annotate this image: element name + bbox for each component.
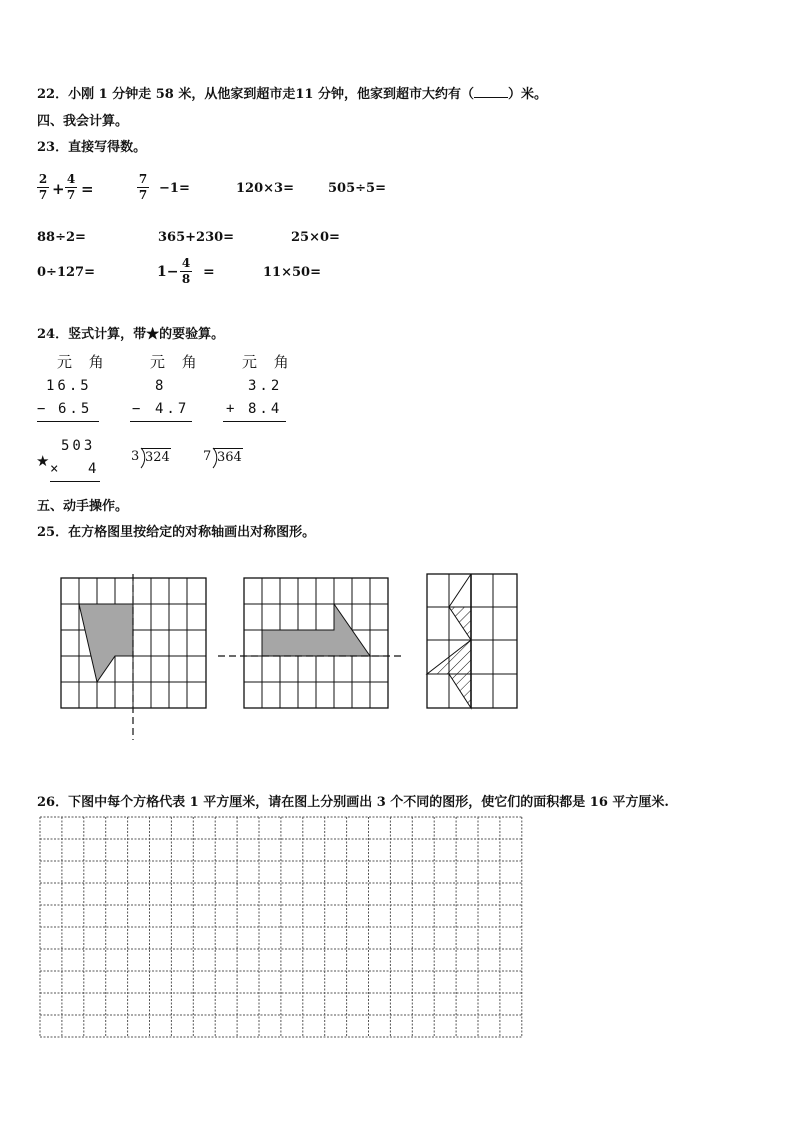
section-4-heading: 四、我会计算。: [37, 114, 129, 129]
star-icon: ★: [36, 452, 50, 470]
fraction-4-7: 4 7: [66, 172, 76, 202]
answer-blank[interactable]: [474, 85, 508, 98]
division-dividend: 324: [145, 450, 170, 465]
shaded-shape: [79, 604, 133, 682]
hatched-shape-upper: [449, 574, 471, 640]
plus-sign: +: [52, 180, 65, 198]
vertical-b-op: −: [132, 401, 144, 417]
one-minus: 1−: [157, 264, 179, 280]
expr-505div5: 505÷5=: [328, 181, 386, 196]
section-5-heading: 五、动手操作。: [37, 499, 129, 514]
vertical-a-top: 16.5: [46, 378, 92, 394]
unit-label-yuan-jiao: 元 角: [57, 353, 110, 371]
expr-365plus230: 365+230=: [158, 230, 235, 245]
expr-0div127: 0÷127=: [37, 265, 95, 280]
vertical-b-top: 8: [155, 378, 167, 394]
equals-sign: =: [203, 264, 215, 280]
symmetry-grid-2: [216, 574, 406, 714]
calc-line: [130, 421, 192, 422]
question-24-title: 24．竖式计算，带★的要验算。: [37, 327, 225, 342]
fraction-4-8: 4 8: [181, 256, 191, 286]
division-overline: [213, 448, 243, 449]
q22-text-after: ）米。: [507, 87, 547, 102]
division-divisor: 7: [203, 449, 212, 464]
fraction-2-7: 2 7: [38, 172, 48, 202]
vertical-c-top: 3.2: [248, 378, 283, 394]
question-26-title: 26．下图中每个方格代表 1 平方厘米，请在图上分别画出 3 个不同的图形，使它们的面积都是 16 平方厘米.: [37, 795, 669, 810]
symmetry-grid-3: [422, 570, 522, 710]
unit-label-yuan-jiao: 元 角: [150, 353, 203, 371]
symmetry-grid-1: [58, 574, 208, 744]
division-overline: [141, 448, 171, 449]
minus-one-expr: −1=: [159, 181, 190, 196]
expr-25x0: 25×0=: [291, 230, 340, 245]
calc-line: [223, 421, 286, 422]
vertical-d-op: ×: [50, 461, 62, 477]
fraction-7-7: 7 7: [138, 172, 148, 202]
vertical-b-bottom: 4.7: [155, 401, 190, 417]
question-22: [37, 83, 547, 102]
question-25-title: 25．在方格图里按给定的对称轴画出对称图形。: [37, 525, 316, 540]
question-23-title: 23．直接写得数。: [37, 140, 147, 155]
unit-label-yuan-jiao: 元 角: [242, 353, 295, 371]
vertical-c-bottom: 8.4: [248, 401, 283, 417]
calc-line: [50, 481, 100, 482]
equals-sign: =: [81, 180, 94, 198]
calc-line: [37, 421, 99, 422]
square-grid-paper[interactable]: [38, 815, 528, 1041]
expr-88div2: 88÷2=: [37, 230, 86, 245]
division-divisor: 3: [131, 449, 140, 464]
vertical-c-op: +: [226, 401, 238, 417]
vertical-a-op: −: [37, 401, 49, 417]
division-dividend: 364: [217, 450, 242, 465]
vertical-a-bottom: 6.5: [58, 401, 93, 417]
expr-11x50: 11×50=: [263, 265, 321, 280]
q22-text-before: 22．小刚 1 分钟走 58 米，从他家到超市走11 分钟，他家到超市大约有（: [37, 87, 474, 102]
expr-120x3: 120×3=: [236, 181, 294, 196]
vertical-d-top: 503: [61, 438, 96, 454]
vertical-d-bottom: 4: [88, 461, 100, 477]
